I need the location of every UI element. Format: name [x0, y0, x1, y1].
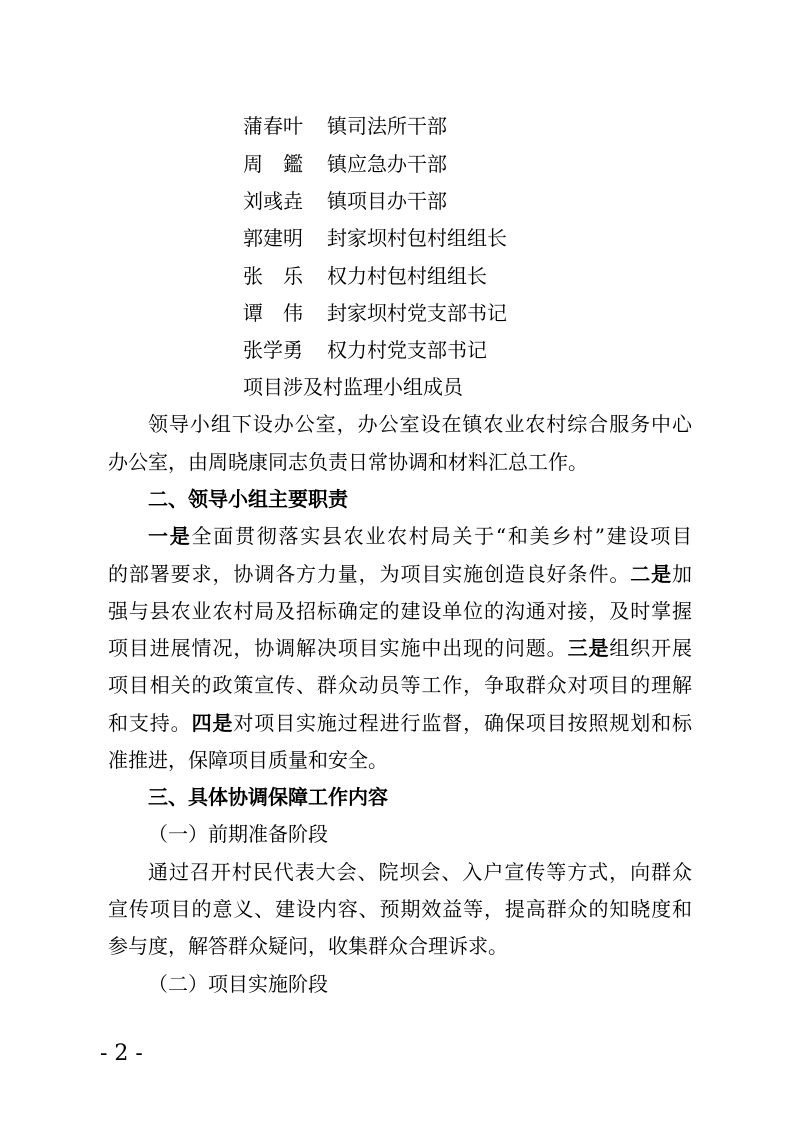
- member-name: 张 乐: [243, 264, 303, 288]
- member-row: [243, 299, 507, 327]
- member-row: [243, 336, 487, 364]
- member-row: [243, 150, 447, 178]
- member-role: 镇司法所干部: [327, 114, 447, 138]
- body-line: 参与度，解答群众疑问，收集群众合理诉求。: [108, 934, 508, 958]
- duty-line: 项目进展情况，协调解决项目实施中出现的问题。三是组织开展: [108, 636, 693, 660]
- member-row: [243, 224, 507, 252]
- body-line: 宣传项目的意义、建设内容、预期效益等，提高群众的知晓度和: [108, 897, 692, 921]
- member-name: 谭 伟: [243, 301, 303, 325]
- member-row: [243, 112, 447, 140]
- member-row: [243, 262, 487, 290]
- subsection-heading: （二）项目实施阶段: [148, 972, 328, 996]
- duty-line: 项目相关的政策宣传、群众动员等工作，争取群众对项目的理解: [108, 673, 692, 697]
- duty-line: 一是全面贯彻落实县农业农村局关于“和美乡村”建设项目: [148, 524, 692, 548]
- member-role: 镇应急办干部: [327, 152, 447, 176]
- office-paragraph-line: 办公室，由周晓康同志负责日常协调和材料汇总工作。: [108, 450, 588, 474]
- duty-line: 和支持。四是对项目实施过程进行监督，确保项目按照规划和标: [108, 711, 693, 735]
- members-tail: 项目涉及村监理小组成员: [243, 375, 463, 399]
- duty-line: 强与县农业农村局及招标确定的建设单位的沟通对接，及时掌握: [108, 599, 692, 623]
- member-role: 镇项目办干部: [327, 189, 447, 213]
- office-paragraph-line: 领导小组下设办公室，办公室设在镇农业农村综合服务中心: [148, 412, 692, 436]
- member-name: 张学勇: [243, 338, 303, 362]
- member-role: 封家坝村包村组组长: [327, 226, 507, 250]
- member-role: 权力村党支部书记: [327, 338, 487, 362]
- duty-marker: 二是: [630, 562, 673, 586]
- section-heading: 三、具体协调保障工作内容: [148, 785, 388, 809]
- subsection-heading: （一）前期准备阶段: [148, 822, 328, 846]
- member-role: 封家坝村党支部书记: [327, 301, 507, 325]
- member-row: [243, 187, 447, 215]
- duty-marker: 三是: [567, 636, 610, 660]
- member-role: 权力村包村组组长: [327, 264, 487, 288]
- section-heading: 二、领导小组主要职责: [148, 487, 348, 511]
- duty-marker: 一是: [148, 524, 192, 548]
- member-name: 蒲春叶: [243, 114, 303, 138]
- member-name: 郭建明: [243, 226, 303, 250]
- member-name: 周 鑑: [243, 152, 303, 176]
- member-name: 刘彧垚: [243, 189, 303, 213]
- page-number: - 2 -: [100, 1041, 143, 1066]
- duty-line: 的部署要求，协调各方力量，为项目实施创造良好条件。二是加: [108, 562, 693, 586]
- body-line: 通过召开村民代表大会、院坝会、入户宣传等方式，向群众: [148, 860, 692, 884]
- duty-line: 准推进，保障项目质量和安全。: [108, 748, 388, 772]
- duty-marker: 四是: [191, 711, 234, 735]
